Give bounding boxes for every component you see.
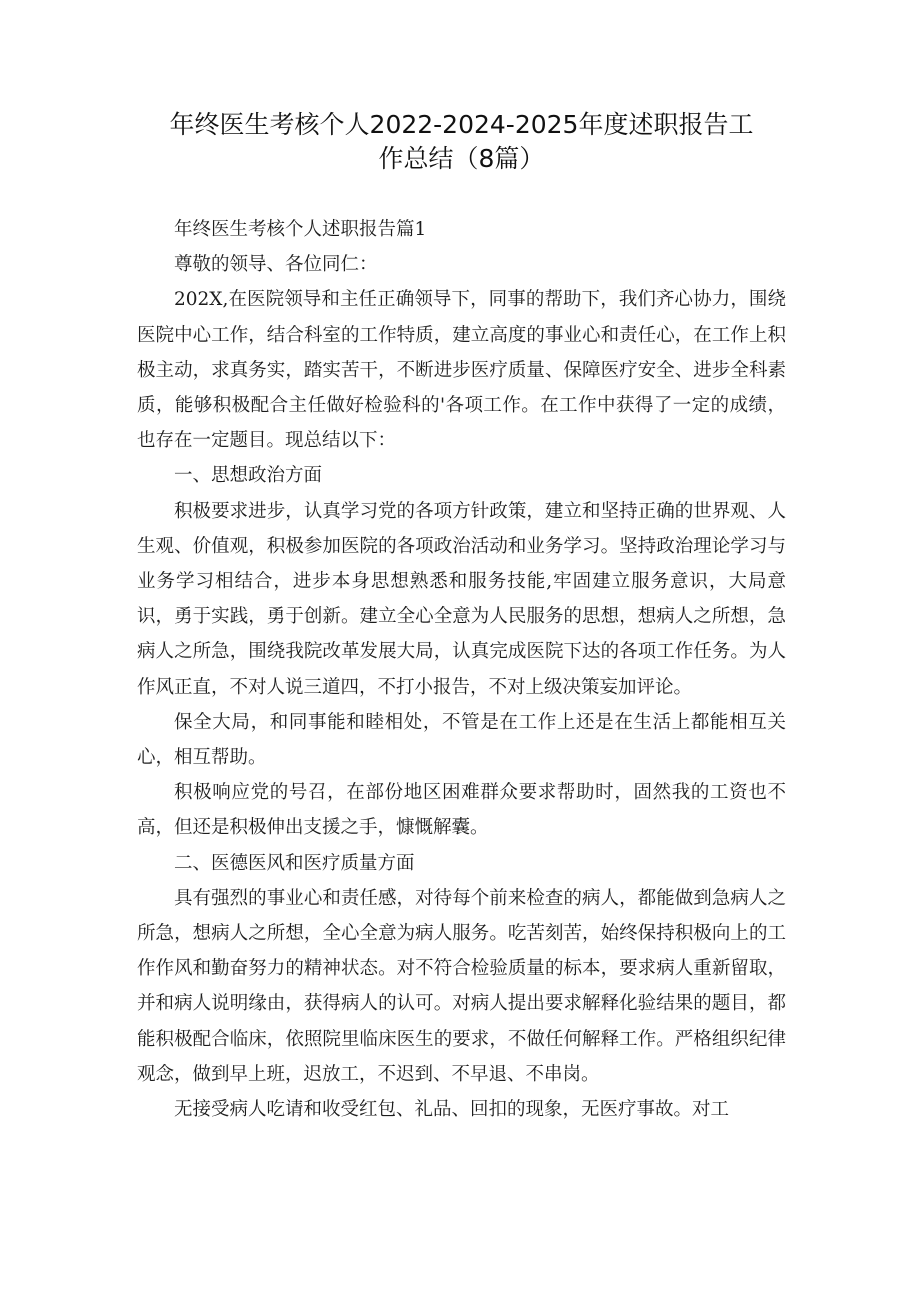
document-body: [137, 212, 786, 1127]
paragraph-intro: 202X,在医院领导和主任正确领导下，同事的帮助下，我们齐心协力，围绕医院中心工作，结合科室的工作特质，建立高度的事业心和责任心，在工作上积极主动，求真务实，踏实苦干，不断进步医疗质量、保障医疗安全、进步全科素质，能够积极配合主任做好检验科的'各项工作。在工作中获得了一定的成绩，也存在一定题目。现总结以下：: [137, 289, 786, 452]
section-heading-report-1: 年终医生考核个人述职报告篇1: [174, 219, 427, 240]
paragraph-political: 积极要求进步，认真学习党的各项方针政策，建立和坚持正确的世界观、人生观、价值观，积极参加医院的各项政治活动和业务学习。坚持政治理论学习与业务学习相结合，进步本身思想熟悉和服务技能,牢固建立服务意识，大局意识，勇于实践，勇于创新。建立全心全意为人民服务的思想，想病人之所想，急病人之所急，围绕我院改革发展大局，认真完成医院下达的各项工作任务。为人作风正直，不对人说三道四，不打小报告，不对上级决策妄加评论。: [137, 500, 786, 698]
paragraph-teamwork: 保全大局，和同事能和睦相处，不管是在工作上还是在生活上都能相互关心，相互帮助。: [137, 711, 786, 769]
section-heading-ethics: 二、医德医风和医疗质量方面: [174, 852, 415, 874]
document-title: [137, 108, 786, 176]
paragraph-ethics: 具有强烈的事业心和责任感，对待每个前来检查的病人，都能做到急病人之所急，想病人之所想，全心全意为病人服务。吃苦刻苦，始终保持积极向上的工作作风和勤奋努力的精神状态。对不符合检验质量的标本，要求病人重新留取，并和病人说明缘由，获得病人的认可。对病人提出要求解释化验结果的题目，都能积极配合临床，依照院里临床医生的要求，不做任何解释工作。严格组织纪律观念，做到早上班，迟放工，不迟到、不早退、不串岗。: [137, 887, 786, 1085]
paragraph-integrity: 无接受病人吃请和收受红包、礼品、回扣的现象，无医疗事故。对工: [174, 1099, 730, 1121]
document-title-line-2: 作总结（8篇）: [378, 144, 545, 173]
salutation: 尊敬的领导、各位同仁：: [174, 254, 378, 276]
paragraph-support: 积极响应党的号召，在部份地区困难群众要求帮助时，固然我的工资也不高，但还是积极伸出支援之手，慷慨解囊。: [137, 782, 786, 839]
document-title-line-1: 年终医生考核个人2022-2024-2025年度述职报告工: [169, 110, 754, 139]
section-heading-political: 一、思想政治方面: [174, 465, 323, 487]
